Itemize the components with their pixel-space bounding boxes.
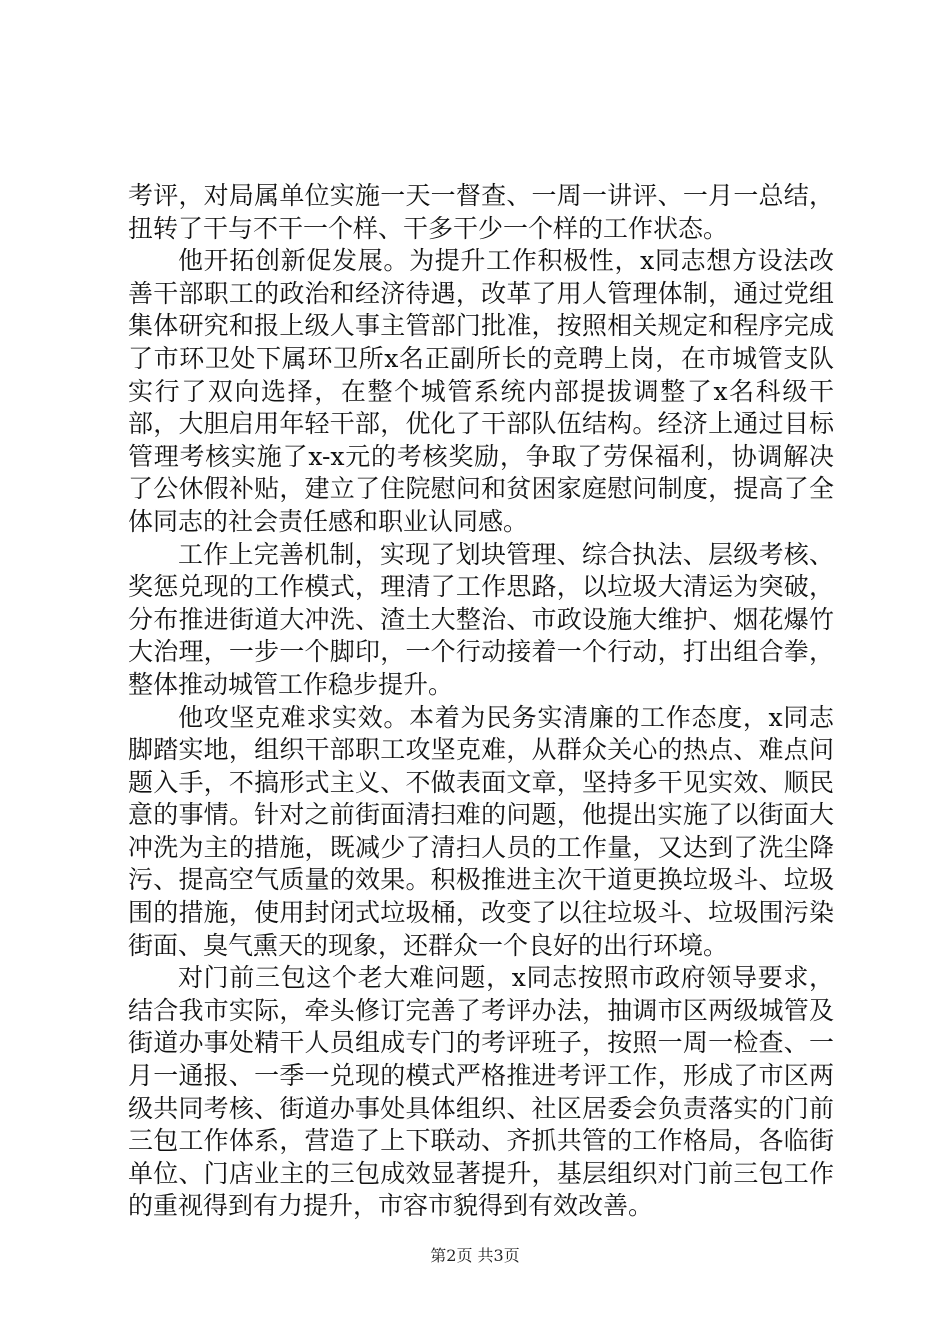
- paragraph-continuation: 考评，对局属单位实施一天一督查、一周一讲评、一月一总结，扭转了干与不干一个样、干多干少一个样的工作状态。: [128, 181, 834, 243]
- paragraph-results: 他攻坚克难求实效。本着为民务实清廉的工作态度，x同志脚踏实地，组织干部职工攻坚克难，从群众关心的热点、难点问题入手，不搞形式主义、不做表面文章，坚持多干见实效、顺民意的事情。针对之前街面清扫难的问题，他提出实施了以街面大冲洗为主的措施，既减少了清扫人员的工作量，又达到了洗尘降污、提高空气质量的效果。积极推进主次干道更换垃圾斗、垃圾围的措施，使用封闭式垃圾桶，改变了以往垃圾斗、垃圾围污染街面、臭气熏天的现象，还群众一个良好的出行环境。: [128, 702, 834, 960]
- document-body: [128, 180, 834, 1223]
- paragraph-innovation: 他开拓创新促发展。为提升工作积极性，x同志想方设法改善干部职工的政治和经济待遇，改革了用人管理体制，通过党组集体研究和报上级人事主管部门批准，按照相关规定和程序完成了市环卫处下属环卫所x名正副所长的竞聘上岗，在市城管支队实行了双向选择，在整个城管系统内部提拔调整了x名科级干部，大胆启用年轻干部，优化了干部队伍结构。经济上通过目标管理考核实施了x-x元的考核奖励，争取了劳保福利，协调解决了公休假补贴，建立了住院慰问和贫困家庭慰问制度，提高了全体同志的社会责任感和职业认同感。: [128, 246, 834, 536]
- page-footer: 第2页 共3页: [430, 1246, 520, 1265]
- paragraph-three-guarantees: 对门前三包这个老大难问题，x同志按照市政府领导要求，结合我市实际，牵头修订完善了考评办法，抽调市区两级城管及街道办事处精干人员组成专门的考评班子，按照一周一检查、一月一通报、一季一兑现的模式严格推进考评工作，形成了市区两级共同考核、街道办事处具体组织、社区居委会负责落实的门前三包工作体系，营造了上下联动、齐抓共管的工作格局，各临街单位、门店业主的三包成效显著提升，基层组织对门前三包工作的重视得到有力提升，市容市貌得到有效改善。: [128, 963, 834, 1221]
- paragraph-mechanism: 工作上完善机制，实现了划块管理、综合执法、层级考核、奖惩兑现的工作模式，理清了工作思路，以垃圾大清运为突破，分布推进街道大冲洗、渣土大整治、市政设施大维护、烟花爆竹大治理，一步一个脚印，一个行动接着一个行动，打出组合拳，整体推动城管工作稳步提升。: [128, 539, 834, 699]
